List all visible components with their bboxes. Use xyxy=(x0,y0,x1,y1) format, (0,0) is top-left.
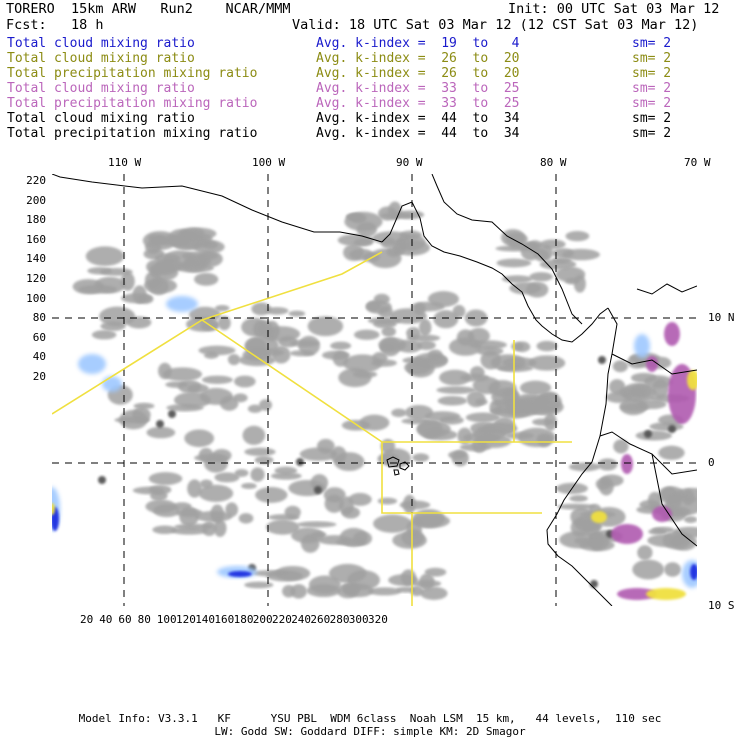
cloud-patch xyxy=(648,529,666,535)
cloud-patch xyxy=(145,500,176,514)
x-tick-label: 80 xyxy=(137,613,151,626)
legend-field: Total cloud mixing ratio xyxy=(7,81,195,96)
cloud-patch xyxy=(620,403,649,412)
cloud-patch xyxy=(420,587,447,600)
cloud-patch xyxy=(250,467,264,481)
cloud-patch xyxy=(515,342,531,353)
cloud-patch xyxy=(119,410,147,430)
legend-row xyxy=(7,81,732,96)
y-tick-label: 20 xyxy=(32,370,46,383)
cloud-patch xyxy=(684,516,697,523)
cloud-patch xyxy=(86,246,124,266)
cloud-patch xyxy=(290,340,319,347)
ice-cloud-area xyxy=(78,354,106,374)
legend-field: Total precipitation mixing ratio xyxy=(7,66,258,81)
legend-smoothing: sm= 2 xyxy=(632,66,672,81)
cloud-patch xyxy=(187,384,209,393)
south-america-north-coast xyxy=(637,284,697,294)
y-tick-label: 200 xyxy=(26,193,46,207)
cloud-patch xyxy=(389,308,426,324)
dark-cloud-core xyxy=(168,410,176,418)
cloud-patch xyxy=(228,354,240,365)
x-tick-label: 280 xyxy=(329,613,350,626)
dark-cloud-core xyxy=(98,476,106,484)
cloud-patch xyxy=(574,537,591,544)
high-kindex-area xyxy=(646,588,686,600)
x-tick-label: 260 xyxy=(310,613,331,626)
cloud-patch xyxy=(289,311,306,317)
cloud-patch xyxy=(631,373,657,383)
legend-row xyxy=(7,51,732,66)
cloud-patch xyxy=(475,399,487,405)
valid-time: Valid: 18 UTC Sat 03 Mar 12 (12 CST Sat 03 Mar 12) xyxy=(292,17,699,33)
y-tick-label: 40 xyxy=(32,350,46,364)
cloud-patch xyxy=(233,393,247,402)
cloud-patch xyxy=(439,416,463,424)
cloud-field xyxy=(52,202,697,600)
legend-field: Total cloud mixing ratio xyxy=(7,111,195,126)
cloud-patch xyxy=(400,231,422,240)
cloud-patch xyxy=(368,587,402,595)
cloud-patch xyxy=(202,521,217,536)
cloud-patch xyxy=(309,576,341,594)
cloud-patch xyxy=(407,359,435,378)
legend-smoothing: sm= 2 xyxy=(632,51,672,66)
longitude-label: 110 W xyxy=(108,156,142,169)
map-canvas xyxy=(52,174,697,606)
cloud-patch xyxy=(354,330,380,340)
legend-row xyxy=(7,111,732,126)
cloud-patch xyxy=(658,446,684,460)
x-tick-label: 160 xyxy=(214,613,235,626)
cloud-patch xyxy=(453,305,466,318)
legend-kindex: Avg. k-index = 44 to 34 xyxy=(316,111,520,126)
cloud-patch xyxy=(406,327,421,339)
cloud-patch xyxy=(664,562,681,577)
x-tick-label: 300 xyxy=(348,613,369,626)
precipitation-area xyxy=(611,524,643,544)
cloud-patch xyxy=(526,399,564,416)
cloud-patch xyxy=(637,545,652,560)
cloud-patch xyxy=(425,568,447,577)
cloud-patch xyxy=(392,532,427,549)
cloud-patch xyxy=(428,350,443,361)
longitude-label: 90 W xyxy=(396,156,423,169)
cloud-patch xyxy=(194,273,218,286)
cloud-patch xyxy=(596,478,611,490)
cloud-patch xyxy=(343,354,382,372)
cloud-patch xyxy=(239,513,254,523)
y-tick-label: 220 xyxy=(26,174,46,187)
cloud-patch xyxy=(470,366,485,379)
cloud-patch xyxy=(418,419,443,438)
cloud-patch xyxy=(606,392,633,403)
x-tick-label: 320 xyxy=(368,613,388,626)
cloud-patch xyxy=(496,259,531,268)
cloud-patch xyxy=(265,307,288,315)
cloud-patch xyxy=(318,535,351,545)
y-tick-label: 80 xyxy=(32,311,46,325)
cloud-patch xyxy=(565,278,580,284)
cloud-patch xyxy=(244,582,273,589)
cloud-patch xyxy=(632,560,664,580)
dark-cloud-core xyxy=(314,486,322,494)
x-tick-label: 200 xyxy=(252,613,273,626)
cloud-patch xyxy=(214,472,239,482)
south-america-coast xyxy=(547,308,617,606)
cloud-patch xyxy=(491,354,526,371)
cloud-patch xyxy=(344,212,382,231)
cloud-patch xyxy=(255,487,287,503)
x-tick-label: 140 xyxy=(195,613,216,626)
x-tick-label: 100 xyxy=(156,613,177,626)
cloud-patch xyxy=(248,405,262,413)
cloud-patch xyxy=(412,453,429,462)
cloud-patch xyxy=(100,268,133,276)
cloud-patch xyxy=(325,495,344,513)
cloud-patch xyxy=(204,352,218,359)
latitude-label: 10 N xyxy=(708,311,735,324)
cloud-patch xyxy=(243,426,266,445)
init-time: Init: 00 UTC Sat 03 Mar 12 xyxy=(508,1,720,17)
cloud-patch xyxy=(322,351,350,360)
precipitation-area xyxy=(646,356,658,372)
cloud-patch xyxy=(392,240,430,256)
legend-row xyxy=(7,36,732,51)
dark-cloud-core xyxy=(668,425,676,433)
cloud-patch xyxy=(439,370,471,386)
cloud-patch xyxy=(613,360,628,372)
legend-kindex: Avg. k-index = 44 to 34 xyxy=(316,126,520,141)
y-tick-label: 140 xyxy=(26,252,46,266)
cloud-patch xyxy=(403,495,416,514)
legend-smoothing: sm= 2 xyxy=(632,96,672,111)
cloud-patch xyxy=(291,584,307,598)
cloud-patch xyxy=(436,386,476,394)
legend-field: Total precipitation mixing ratio xyxy=(7,126,258,141)
legend-smoothing: sm= 2 xyxy=(632,111,672,126)
cloud-patch xyxy=(477,426,492,433)
cloud-patch xyxy=(544,413,557,431)
legend-kindex: Avg. k-index = 26 to 20 xyxy=(316,51,520,66)
dark-cloud-core xyxy=(590,580,598,588)
x-tick-label: 120 xyxy=(176,613,196,626)
cloud-patch xyxy=(215,305,229,311)
cloud-patch xyxy=(528,240,543,253)
cloud-patch xyxy=(540,259,577,269)
cloud-patch xyxy=(391,409,406,418)
cloud-patch xyxy=(268,514,299,520)
cloud-patch xyxy=(359,415,389,431)
legend-field: Total cloud mixing ratio xyxy=(7,51,195,66)
dark-cloud-core xyxy=(296,458,304,466)
model-info-line2: LW: Godd SW: Goddard DIFF: simple KM: 2D Smagor xyxy=(214,725,526,738)
model-info-line1: Model Info: V3.3.1 KF YSU PBL WDM 6class Noah LSM 15 km, 44 levels, 110 sec xyxy=(78,712,662,725)
ice-cloud-area xyxy=(166,296,198,312)
cloud-patch xyxy=(146,427,175,439)
cloud-patch xyxy=(176,508,202,517)
model-title: TORERO 15km ARW Run2 NCAR/MMM xyxy=(6,1,291,17)
cloud-patch xyxy=(529,272,553,281)
x-tick-label: 220 xyxy=(272,613,292,626)
cloud-patch xyxy=(378,338,406,352)
ice-cloud-area xyxy=(102,376,122,392)
cloud-patch xyxy=(449,338,482,356)
cloud-patch xyxy=(452,450,469,467)
cloud-patch xyxy=(526,282,548,298)
cloud-patch xyxy=(438,396,467,405)
cloud-patch xyxy=(92,330,116,339)
cloud-patch xyxy=(505,432,533,439)
legend-kindex: Avg. k-index = 33 to 25 xyxy=(316,81,520,96)
legend-field: Total precipitation mixing ratio xyxy=(7,96,258,111)
cloud-patch xyxy=(569,463,600,472)
cloud-patch xyxy=(271,472,302,479)
cloud-patch xyxy=(636,431,672,441)
cloud-patch xyxy=(225,502,238,517)
longitude-label: 70 W xyxy=(684,156,711,169)
cloud-patch xyxy=(411,514,450,528)
legend-row xyxy=(7,66,732,81)
cloud-patch xyxy=(571,518,590,537)
precipitation-area xyxy=(621,454,633,474)
cloud-patch xyxy=(330,342,351,350)
cloud-patch xyxy=(663,531,692,549)
cloud-patch xyxy=(378,498,397,505)
cloud-patch xyxy=(187,479,202,497)
dark-cloud-core xyxy=(156,420,164,428)
legend-smoothing: sm= 2 xyxy=(632,81,672,96)
cloud-patch xyxy=(466,413,500,423)
cloud-patch xyxy=(144,278,177,293)
x-tick-label: 40 xyxy=(99,613,113,626)
cloud-patch xyxy=(566,231,590,241)
y-tick-label: 120 xyxy=(26,272,46,285)
y-tick-label: 180 xyxy=(26,213,46,227)
cloud-patch xyxy=(297,521,337,527)
cloud-patch xyxy=(146,259,168,274)
precipitation-area xyxy=(664,322,680,346)
y-tick-label: 60 xyxy=(32,330,46,344)
legend-kindex: Avg. k-index = 33 to 25 xyxy=(316,96,520,111)
cloud-patch xyxy=(342,507,360,519)
legend-field: Total cloud mixing ratio xyxy=(7,36,195,51)
cloud-patch xyxy=(202,376,233,384)
legend-row xyxy=(7,126,732,141)
cloud-patch xyxy=(290,350,315,356)
cloud-patch xyxy=(184,429,214,447)
cloud-patch xyxy=(239,354,276,366)
dark-cloud-core xyxy=(644,430,652,438)
cloud-patch xyxy=(598,458,618,470)
cloud-patch xyxy=(413,580,441,587)
high-kindex-area xyxy=(591,511,607,523)
cloud-patch xyxy=(149,472,182,485)
deep-ice-area xyxy=(228,571,252,577)
map-plot xyxy=(52,174,697,606)
legend-smoothing: sm= 2 xyxy=(632,126,672,141)
cloud-patch xyxy=(537,341,558,351)
dark-cloud-core xyxy=(598,356,606,364)
cloud-patch xyxy=(493,417,515,435)
longitude-label: 80 W xyxy=(540,156,567,169)
cloud-patch xyxy=(557,504,595,510)
x-tick-label: 60 xyxy=(118,613,132,626)
cloud-patch xyxy=(308,316,344,336)
cloud-patch xyxy=(374,294,390,305)
latitude-label: 0 xyxy=(708,456,715,469)
cloud-patch xyxy=(570,495,588,502)
cloud-patch xyxy=(133,487,164,495)
cloud-patch xyxy=(562,249,600,260)
galapagos-3 xyxy=(394,470,399,475)
longitude-label: 100 W xyxy=(252,156,286,169)
legend-smoothing: sm= 2 xyxy=(632,36,672,51)
cloud-patch xyxy=(502,388,519,406)
cloud-patch xyxy=(165,381,188,387)
y-tick-label: 100 xyxy=(26,291,46,305)
cloud-patch xyxy=(158,363,172,379)
cloud-patch xyxy=(317,439,335,454)
cloud-patch xyxy=(94,277,125,293)
cloud-patch xyxy=(353,531,372,545)
legend-row xyxy=(7,96,732,111)
y-tick-label: 160 xyxy=(26,232,46,246)
legend-kindex: Avg. k-index = 19 to 4 xyxy=(316,36,520,51)
mexico-coast xyxy=(52,174,382,242)
cloud-patch xyxy=(241,483,256,489)
cloud-patch xyxy=(99,307,135,327)
cloud-patch xyxy=(183,228,217,240)
legend-kindex: Avg. k-index = 26 to 20 xyxy=(316,66,520,81)
x-tick-label: 240 xyxy=(291,613,312,626)
cloud-patch xyxy=(234,376,256,388)
x-tick-label: 180 xyxy=(233,613,254,626)
cloud-patch xyxy=(373,515,412,533)
latitude-label: 10 S xyxy=(708,599,735,612)
forecast-hour: Fcst: 18 h xyxy=(6,17,104,33)
x-tick-label: 20 xyxy=(80,613,94,626)
cloud-patch xyxy=(244,448,275,456)
cloud-patch xyxy=(121,293,152,303)
ice-cloud-area xyxy=(634,334,650,358)
cloud-patch xyxy=(252,570,287,576)
